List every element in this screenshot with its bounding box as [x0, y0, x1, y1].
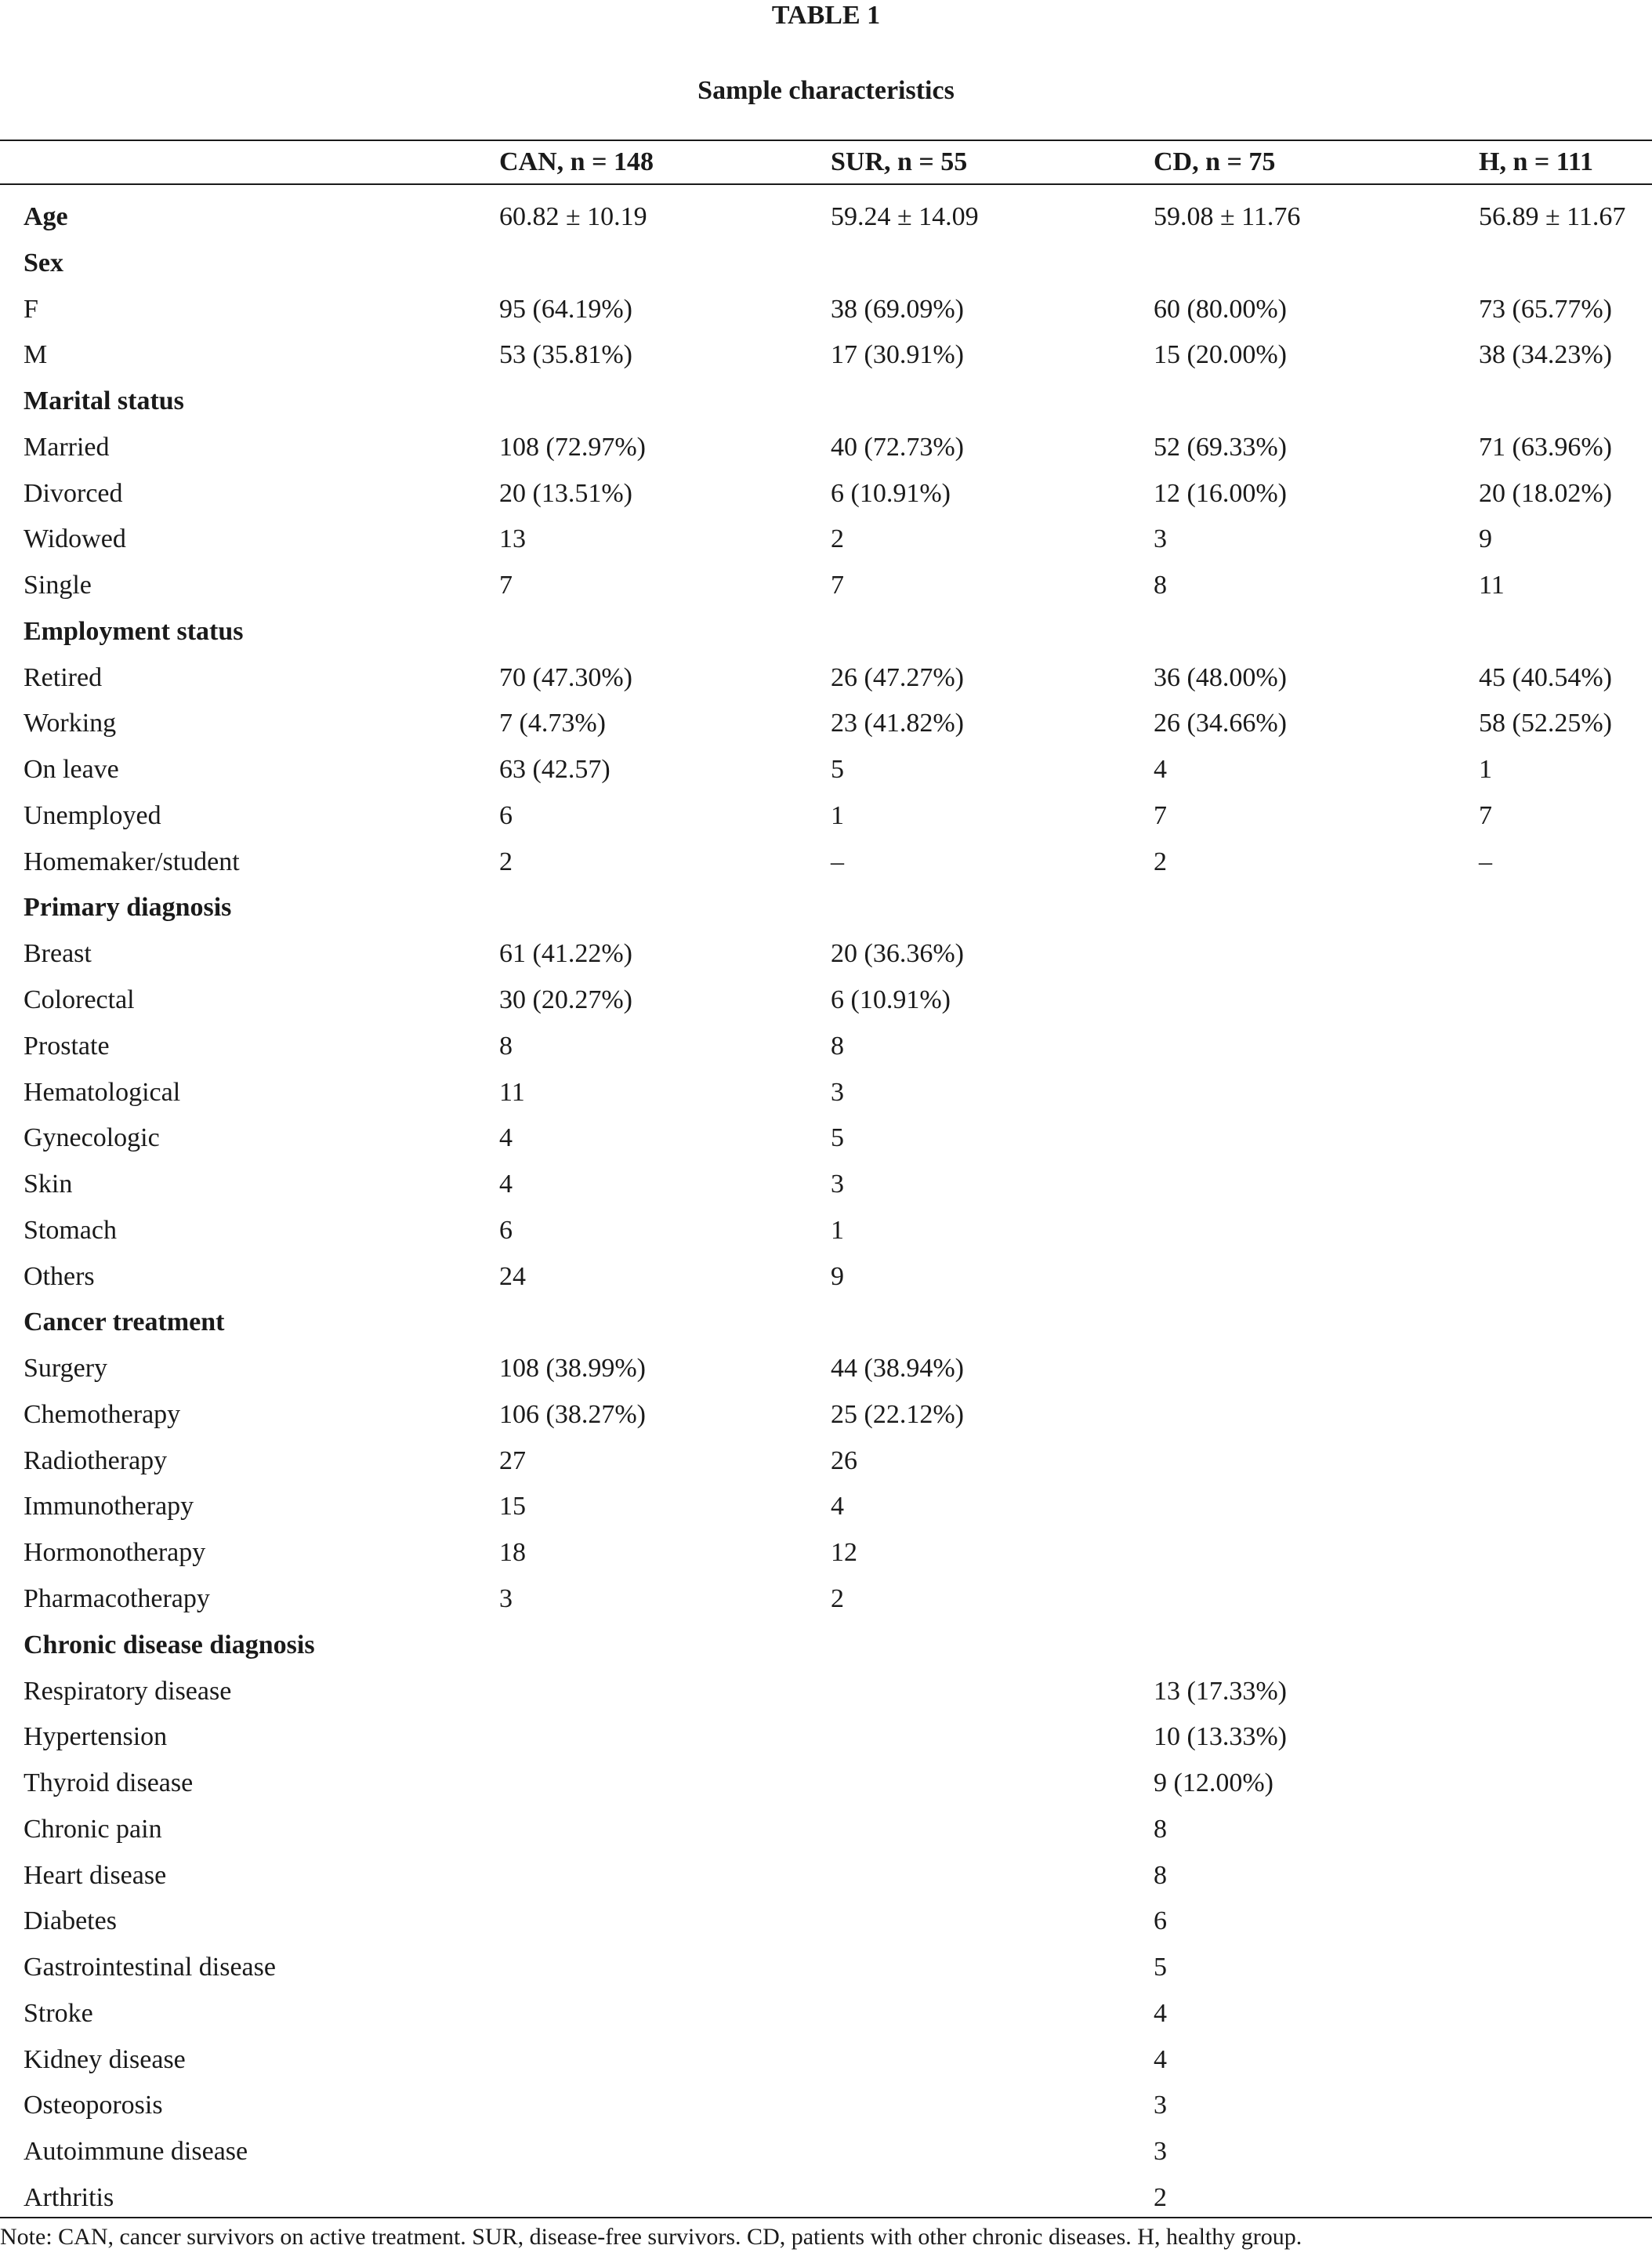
section-header-row [0, 1623, 1652, 1669]
cell-can: 6 [499, 800, 513, 830]
cell-sur: 26 [831, 1445, 857, 1475]
cell-can: 8 [499, 1031, 513, 1061]
row-label: Surgery [24, 1354, 108, 1384]
table-row [0, 1991, 1652, 2037]
row-label: Heart disease [24, 1860, 167, 1890]
table-row [0, 471, 1652, 517]
row-label: Colorectal [24, 985, 135, 1015]
row-label: Cancer treatment [24, 1308, 225, 1337]
row-label: Primary diagnosis [24, 893, 232, 923]
cell-sur: – [831, 847, 844, 876]
table-row [0, 1807, 1652, 1853]
cell-can: 108 (72.97%) [499, 432, 646, 462]
cell-sur: 5 [831, 755, 844, 785]
cell-cd: 6 [1154, 1906, 1167, 1936]
row-label: Age [24, 202, 68, 231]
cell-cd: 59.08 ± 11.76 [1154, 202, 1301, 231]
row-label: On leave [24, 755, 119, 785]
cell-cd: 8 [1154, 1814, 1167, 1844]
cell-h: 58 (52.25%) [1479, 709, 1612, 738]
cell-cd: 60 (80.00%) [1154, 294, 1287, 324]
cell-cd: 4 [1154, 755, 1167, 785]
cell-can: 3 [499, 1583, 513, 1613]
table-header-rule [0, 183, 1652, 185]
row-label: Breast [24, 939, 92, 969]
cell-sur: 6 (10.91%) [831, 985, 951, 1015]
row-label: Homemaker/student [24, 847, 240, 876]
cell-can: 15 [499, 1492, 526, 1522]
cell-sur: 6 (10.91%) [831, 478, 951, 508]
table-row [0, 563, 1652, 609]
cell-cd: 26 (34.66%) [1154, 709, 1287, 738]
row-label: Chronic disease diagnosis [24, 1630, 315, 1659]
cell-can: 20 (13.51%) [499, 478, 632, 508]
cell-h: 11 [1479, 571, 1505, 600]
table-row [0, 1162, 1652, 1208]
cell-can: 6 [499, 1215, 513, 1245]
section-header-row [0, 241, 1652, 287]
cell-can: 4 [499, 1123, 513, 1153]
column-header-sur: SUR, n = 55 [831, 147, 968, 176]
cell-sur: 3 [831, 1077, 844, 1107]
table-note: Note: CAN, cancer survivors on active treatment. SUR, disease-free survivors. CD, patients with other chronic diseases. H, healthy group. [0, 2224, 1302, 2250]
table-row [0, 1392, 1652, 1438]
row-label: Gastrointestinal disease [24, 1953, 276, 1982]
cell-sur: 9 [831, 1261, 844, 1291]
cell-can: 7 [499, 571, 513, 600]
table-row [0, 747, 1652, 793]
row-label: Retired [24, 662, 103, 692]
column-header-cd: CD, n = 75 [1154, 147, 1276, 176]
table-row [0, 287, 1652, 333]
row-label: Hormonotherapy [24, 1538, 206, 1568]
row-label: Respiratory disease [24, 1676, 232, 1706]
table-row [0, 931, 1652, 977]
row-label: Hematological [24, 1077, 181, 1107]
row-label: Marital status [24, 386, 184, 416]
cell-can: 61 (41.22%) [499, 939, 632, 969]
cell-cd: 5 [1154, 1953, 1167, 1982]
table-row [0, 194, 1652, 241]
row-label: Thyroid disease [24, 1768, 194, 1798]
cell-cd: 12 (16.00%) [1154, 478, 1287, 508]
row-label: Employment status [24, 616, 244, 646]
cell-sur: 7 [831, 571, 844, 600]
table-row [0, 1254, 1652, 1300]
table-row [0, 977, 1652, 1024]
cell-can: 4 [499, 1170, 513, 1199]
row-label: Others [24, 1261, 95, 1291]
row-label: Hypertension [24, 1722, 168, 1752]
cell-can: 30 (20.27%) [499, 985, 632, 1015]
row-label: Married [24, 432, 110, 462]
table-caption: Sample characteristics [697, 76, 955, 105]
table-row [0, 1530, 1652, 1576]
row-label: M [24, 340, 48, 370]
cell-sur: 12 [831, 1538, 857, 1568]
table-row [0, 655, 1652, 702]
row-label: Arthritis [24, 2182, 114, 2212]
cell-can: 27 [499, 1445, 526, 1475]
row-label: Sex [24, 248, 63, 277]
table-row [0, 840, 1652, 886]
table-row [0, 1346, 1652, 1392]
section-header-row [0, 609, 1652, 655]
cell-can: 53 (35.81%) [499, 340, 632, 370]
cell-sur: 5 [831, 1123, 844, 1153]
row-label: Skin [24, 1170, 73, 1199]
cell-sur: 1 [831, 800, 844, 830]
cell-sur: 40 (72.73%) [831, 432, 964, 462]
table-row [0, 517, 1652, 563]
table-row [0, 425, 1652, 471]
column-header-can: CAN, n = 148 [499, 147, 654, 176]
section-header-row [0, 1300, 1652, 1346]
row-label: Single [24, 571, 92, 600]
cell-can: 18 [499, 1538, 526, 1568]
row-label: Autoimmune disease [24, 2137, 248, 2167]
cell-can: 108 (38.99%) [499, 1354, 646, 1384]
cell-h: 7 [1479, 800, 1492, 830]
cell-can: 2 [499, 847, 513, 876]
row-label: Widowed [24, 524, 126, 554]
cell-can: 106 (38.27%) [499, 1399, 646, 1429]
table-row [0, 1484, 1652, 1530]
table-row [0, 1438, 1652, 1485]
table-header-row [0, 141, 1652, 183]
table-row [0, 1853, 1652, 1899]
section-header-row [0, 885, 1652, 931]
cell-cd: 3 [1154, 2137, 1167, 2167]
row-label: Kidney disease [24, 2044, 186, 2074]
cell-sur: 8 [831, 1031, 844, 1061]
row-label: Chemotherapy [24, 1399, 181, 1429]
table-row [0, 1208, 1652, 1254]
cell-sur: 2 [831, 524, 844, 554]
table-row [0, 1024, 1652, 1070]
cell-h: 73 (65.77%) [1479, 294, 1612, 324]
cell-cd: 3 [1154, 2091, 1167, 2120]
cell-cd: 9 (12.00%) [1154, 1768, 1273, 1798]
cell-cd: 52 (69.33%) [1154, 432, 1287, 462]
cell-sur: 1 [831, 1215, 844, 1245]
table-row [0, 1945, 1652, 1991]
cell-can: 60.82 ± 10.19 [499, 202, 647, 231]
table-bottom-rule [0, 2217, 1652, 2218]
table-row [0, 2129, 1652, 2175]
cell-can: 13 [499, 524, 526, 554]
cell-cd: 2 [1154, 847, 1167, 876]
row-label: Pharmacotherapy [24, 1583, 210, 1613]
cell-can: 70 (47.30%) [499, 662, 632, 692]
cell-sur: 25 (22.12%) [831, 1399, 964, 1429]
cell-h: 9 [1479, 524, 1492, 554]
table-row [0, 2175, 1652, 2222]
cell-h: 45 (40.54%) [1479, 662, 1612, 692]
cell-h: 56.89 ± 11.67 [1479, 202, 1626, 231]
cell-sur: 4 [831, 1492, 844, 1522]
row-label: Chronic pain [24, 1814, 162, 1844]
row-label: Gynecologic [24, 1123, 160, 1153]
cell-h: – [1479, 847, 1492, 876]
row-label: Radiotherapy [24, 1445, 168, 1475]
cell-sur: 2 [831, 1583, 844, 1613]
table-row [0, 793, 1652, 840]
cell-can: 63 (42.57) [499, 755, 610, 785]
row-label: Prostate [24, 1031, 110, 1061]
table-row [0, 1115, 1652, 1162]
table-row [0, 332, 1652, 379]
table-row [0, 701, 1652, 747]
cell-cd: 15 (20.00%) [1154, 340, 1287, 370]
row-label: Immunotherapy [24, 1492, 194, 1522]
cell-cd: 2 [1154, 2182, 1167, 2212]
cell-can: 24 [499, 1261, 526, 1291]
cell-can: 95 (64.19%) [499, 294, 632, 324]
cell-cd: 8 [1154, 1860, 1167, 1890]
cell-sur: 38 (69.09%) [831, 294, 964, 324]
row-label: Divorced [24, 478, 123, 508]
column-header-h: H, n = 111 [1479, 147, 1593, 176]
table-row [0, 1899, 1652, 1945]
cell-sur: 26 (47.27%) [831, 662, 964, 692]
section-header-row [0, 379, 1652, 425]
table-body [0, 194, 1652, 2222]
table-row [0, 2037, 1652, 2084]
cell-sur: 3 [831, 1170, 844, 1199]
row-label: Osteoporosis [24, 2091, 163, 2120]
cell-cd: 8 [1154, 571, 1167, 600]
cell-h: 38 (34.23%) [1479, 340, 1612, 370]
cell-cd: 10 (13.33%) [1154, 1722, 1287, 1752]
cell-cd: 13 (17.33%) [1154, 1676, 1287, 1706]
table-label: TABLE 1 [771, 1, 881, 30]
table-row [0, 1070, 1652, 1116]
cell-sur: 23 (41.82%) [831, 709, 964, 738]
row-label: Stroke [24, 1998, 93, 2028]
cell-cd: 4 [1154, 2044, 1167, 2074]
cell-cd: 7 [1154, 800, 1167, 830]
cell-h: 71 (63.96%) [1479, 432, 1612, 462]
row-label: F [24, 294, 38, 324]
cell-can: 11 [499, 1077, 525, 1107]
table-row [0, 1761, 1652, 1807]
table-row [0, 2083, 1652, 2129]
cell-sur: 44 (38.94%) [831, 1354, 964, 1384]
table-row [0, 1576, 1652, 1623]
cell-cd: 3 [1154, 524, 1167, 554]
table-row [0, 1669, 1652, 1715]
cell-h: 20 (18.02%) [1479, 478, 1612, 508]
cell-sur: 17 (30.91%) [831, 340, 964, 370]
cell-cd: 4 [1154, 1998, 1167, 2028]
row-label: Stomach [24, 1215, 117, 1245]
cell-cd: 36 (48.00%) [1154, 662, 1287, 692]
row-label: Diabetes [24, 1906, 117, 1936]
cell-h: 1 [1479, 755, 1492, 785]
table-row [0, 1714, 1652, 1761]
cell-sur: 20 (36.36%) [831, 939, 964, 969]
row-label: Unemployed [24, 800, 161, 830]
row-label: Working [24, 709, 117, 738]
cell-can: 7 (4.73%) [499, 709, 606, 738]
cell-sur: 59.24 ± 14.09 [831, 202, 979, 231]
